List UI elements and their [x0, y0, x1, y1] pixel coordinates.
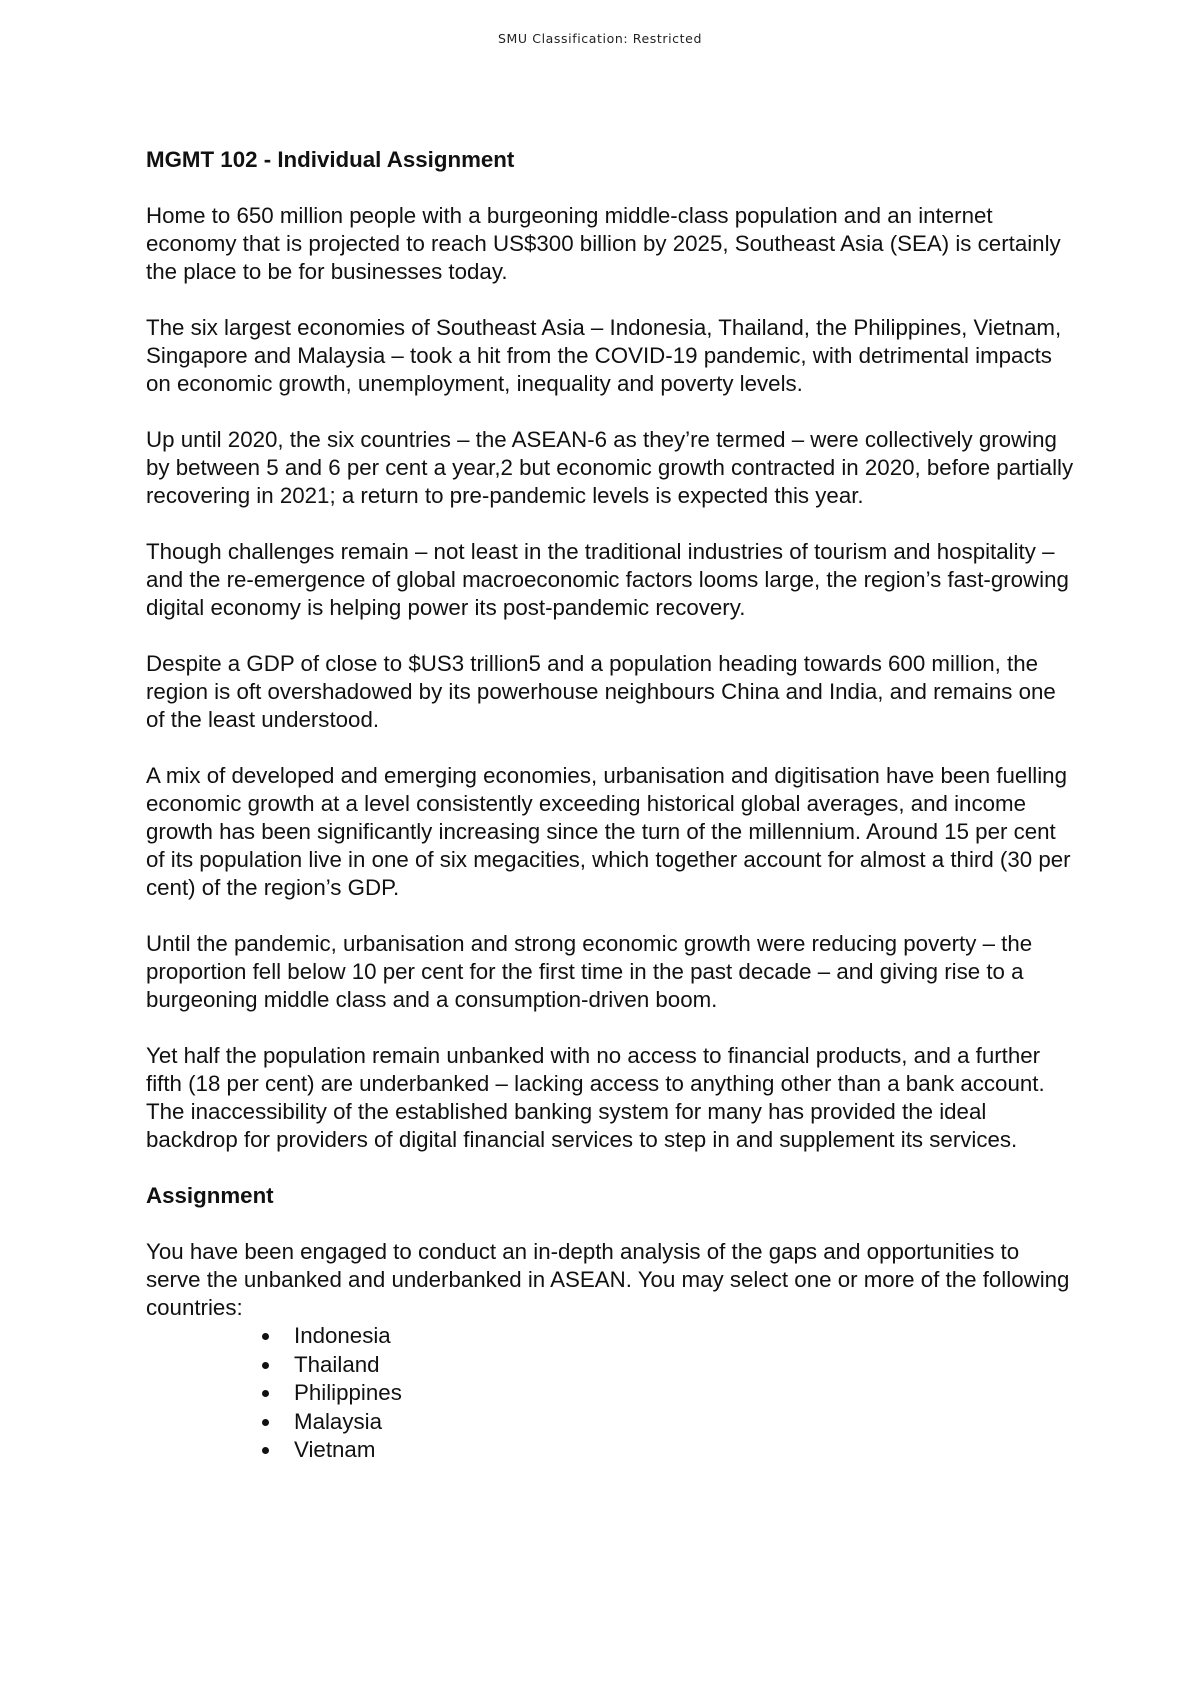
bullet-icon [262, 1390, 269, 1397]
bullet-icon [262, 1362, 269, 1369]
bullet-icon [262, 1333, 269, 1340]
document-title: MGMT 102 - Individual Assignment [146, 147, 515, 172]
paragraph-largest-economies: The six largest economies of Southeast Asia – Indonesia, Thailand, the Philippines, Vietnam, Singapore and Malaysia – took a hit from the COVID-19 pandemic, with detrimental impacts on economic growth, unemployment, inequality and poverty levels. [146, 315, 1062, 396]
list-item-country [294, 1379, 1076, 1408]
assignment-intro: You have been engaged to conduct an in-depth analysis of the gaps and opportunities to serve the unbanked and underbanked in ASEAN. You may select one or more of the following countries: [146, 1239, 1070, 1320]
bullet-icon [262, 1419, 269, 1426]
list-item-country [294, 1408, 1076, 1437]
list-item-country [294, 1436, 1076, 1465]
country-label: Indonesia [294, 1323, 391, 1348]
country-label: Vietnam [294, 1437, 376, 1462]
classification-label: SMU Classification: Restricted [498, 31, 702, 46]
paragraph-gdp: Despite a GDP of close to $US3 trillion5 and a population heading towards 600 million, the region is oft overshadowed by its powerhouse neighbours China and India, and remains one of the least understood. [146, 651, 1056, 732]
paragraph-asean-6-growth: Up until 2020, the six countries – the ASEAN-6 as they’re termed – were collectively growing by between 5 and 6 per cent a year,2 but economic growth contracted in 2020, before partially recovering in 2021; a return to pre-pandemic levels is expected this year. [146, 427, 1074, 508]
list-item-country [294, 1322, 1076, 1351]
document-body [146, 146, 1076, 1465]
paragraph-urbanisation: A mix of developed and emerging economies, urbanisation and digitisation have been fuelling economic growth at a level consistently exceeding historical global averages, and income growth has been significantly increasing since the turn of the millennium. Around 15 per cent of its population live in one of six megacities, which together account for almost a third (30 per cent) of the region’s GDP. [146, 763, 1071, 900]
list-item-country [294, 1351, 1076, 1380]
assignment-heading: Assignment [146, 1183, 274, 1208]
paragraph-poverty: Until the pandemic, urbanisation and strong economic growth were reducing poverty – the proportion fell below 10 per cent for the first time in the past decade – and giving rise to a burgeoning middle class and a consumption-driven boom. [146, 931, 1033, 1012]
bullet-icon [262, 1447, 269, 1454]
country-label: Malaysia [294, 1408, 382, 1434]
paragraph-challenges: Though challenges remain – not least in the traditional industries of tourism and hospitality – and the re-emergence of global macroeconomic factors looms large, the region’s fast-growing digital economy is helping power its post-pandemic recovery. [146, 539, 1069, 620]
paragraph-intro: Home to 650 million people with a burgeoning middle-class population and an internet economy that is projected to reach US$300 billion by 2025, Southeast Asia (SEA) is certainly the place to be for businesses today. [146, 203, 1061, 284]
paragraph-unbanked: Yet half the population remain unbanked with no access to financial products, and a further fifth (18 per cent) are underbanked – lacking access to anything other than a bank account. The inaccessibility of the established banking system for many has provided the ideal backdrop for providers of digital financial services to step in and supplement its services. [146, 1043, 1045, 1152]
country-list [146, 1322, 1076, 1465]
country-label: Philippines [294, 1380, 402, 1405]
country-label: Thailand [294, 1351, 380, 1377]
